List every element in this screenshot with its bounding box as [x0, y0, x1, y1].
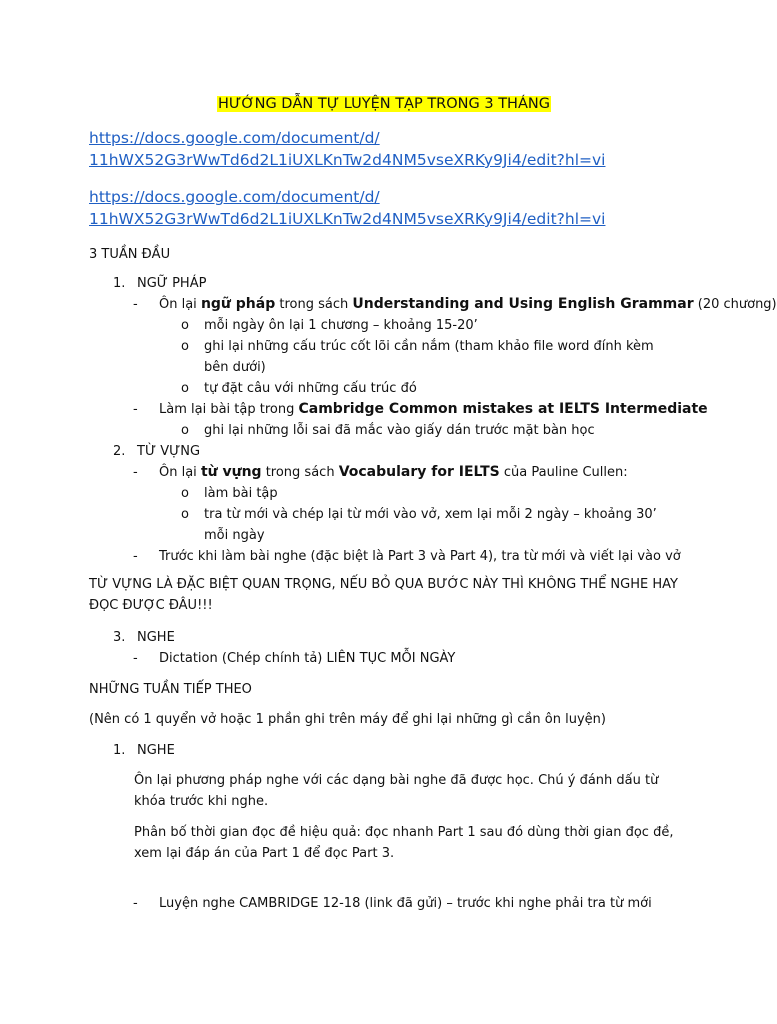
- cambridge-listening-item: Luyện nghe CAMBRIDGE 12-18 (link đã gửi) – trước khi nghe phải tra từ mới: [159, 896, 652, 911]
- google-doc-link-2[interactable]: [89, 186, 649, 230]
- circle-bullet: o: [181, 381, 189, 396]
- circle-bullet: o: [181, 339, 189, 354]
- grammar-sub-item: ghi lại những cấu trúc cốt lõi cần nắm (tham khảo file word đính kèm bên dưới): [204, 339, 654, 375]
- google-doc-link-1[interactable]: [89, 127, 649, 171]
- document-title: HƯỚNG DẪN TỰ LUYỆN TẠP TRONG 3 THÁNG: [218, 96, 550, 112]
- title-container: [0, 94, 768, 115]
- dash-bullet: -: [133, 896, 138, 911]
- dash-bullet: -: [133, 549, 138, 564]
- dash-bullet: -: [133, 297, 138, 312]
- circle-bullet: o: [181, 318, 189, 333]
- list-number: 3.: [113, 630, 126, 645]
- grammar-sub-item: mỗi ngày ôn lại 1 chương – khoảng 15-20’: [204, 318, 478, 333]
- section-heading-next-weeks: NHỮNG TUẦN TIẾP THEO: [89, 682, 252, 697]
- vocab-label: TỪ VỰNG: [137, 444, 201, 459]
- grammar-review-item: Ôn lại ngữ pháp trong sách Understanding and Using English Grammar (20 chương): [159, 296, 777, 312]
- list-number: 1.: [113, 276, 126, 291]
- time-allocation-paragraph: Phân bố thời gian đọc đề hiệu quả: đọc nhanh Part 1 sau đó dùng thời gian đọc đề, xem lại đáp án của Part 1 để đọc Part 3.: [134, 825, 674, 861]
- notebook-note: (Nên có 1 quyển vở hoặc 1 phần ghi trên máy để ghi lại những gì cần ôn luyện): [89, 712, 606, 727]
- vocab-sub-item: làm bài tập: [204, 486, 278, 501]
- link-line-1[interactable]: https://docs.google.com/document/d/: [89, 188, 380, 206]
- link-line-1[interactable]: https://docs.google.com/document/d/: [89, 129, 380, 147]
- grammar-sub-item: tự đặt câu với những cấu trúc đó: [204, 381, 417, 396]
- common-mistakes-item: Làm lại bài tập trong Cambridge Common mistakes at IELTS Intermediate: [159, 401, 708, 417]
- vocab-warning: TỪ VỰNG LÀ ĐẶC BIỆT QUAN TRỌNG, NẾU BỎ QUA BƯỚC NÀY THÌ KHÔNG THỂ NGHE HAY ĐỌC ĐƯỢC ĐÂU!!!: [89, 577, 678, 613]
- listening-method-paragraph: Ôn lại phương pháp nghe với các dạng bài nghe đã được học. Chú ý đánh dấu từ khóa trước khi nghe.: [134, 773, 659, 809]
- vocab-before-listening-item: Trước khi làm bài nghe (đặc biệt là Part 3 và Part 4), tra từ mới và viết lại vào vở: [159, 549, 681, 564]
- section-heading-first-weeks: 3 TUẦN ĐẦU: [89, 247, 171, 262]
- grammar-label: NGỮ PHÁP: [137, 276, 207, 291]
- dash-bullet: -: [133, 402, 138, 417]
- vocab-review-item: Ôn lại từ vựng trong sách Vocabulary for IELTS của Pauline Cullen:: [159, 464, 628, 480]
- circle-bullet: o: [181, 423, 189, 438]
- mistakes-sub-item: ghi lại những lỗi sai đã mắc vào giấy dán trước mặt bàn học: [204, 423, 595, 438]
- circle-bullet: o: [181, 507, 189, 522]
- listen-label: NGHE: [137, 630, 175, 645]
- list-number: 2.: [113, 444, 126, 459]
- dash-bullet: -: [133, 465, 138, 480]
- link-line-2[interactable]: 11hWX52G3rWwTd6d2L1iUXLKnTw2d4NM5vseXRKy9Ji4/edit?hl=vi: [89, 210, 606, 228]
- dictation-item: Dictation (Chép chính tả) LIÊN TỤC MỖI NGÀY: [159, 651, 456, 666]
- listen-label: NGHE: [137, 743, 175, 758]
- dash-bullet: -: [133, 651, 138, 666]
- circle-bullet: o: [181, 486, 189, 501]
- list-number: 1.: [113, 743, 126, 758]
- link-line-2[interactable]: 11hWX52G3rWwTd6d2L1iUXLKnTw2d4NM5vseXRKy9Ji4/edit?hl=vi: [89, 151, 606, 169]
- vocab-sub-item: tra từ mới và chép lại từ mới vào vở, xem lại mỗi 2 ngày – khoảng 30’ mỗi ngày: [204, 507, 657, 543]
